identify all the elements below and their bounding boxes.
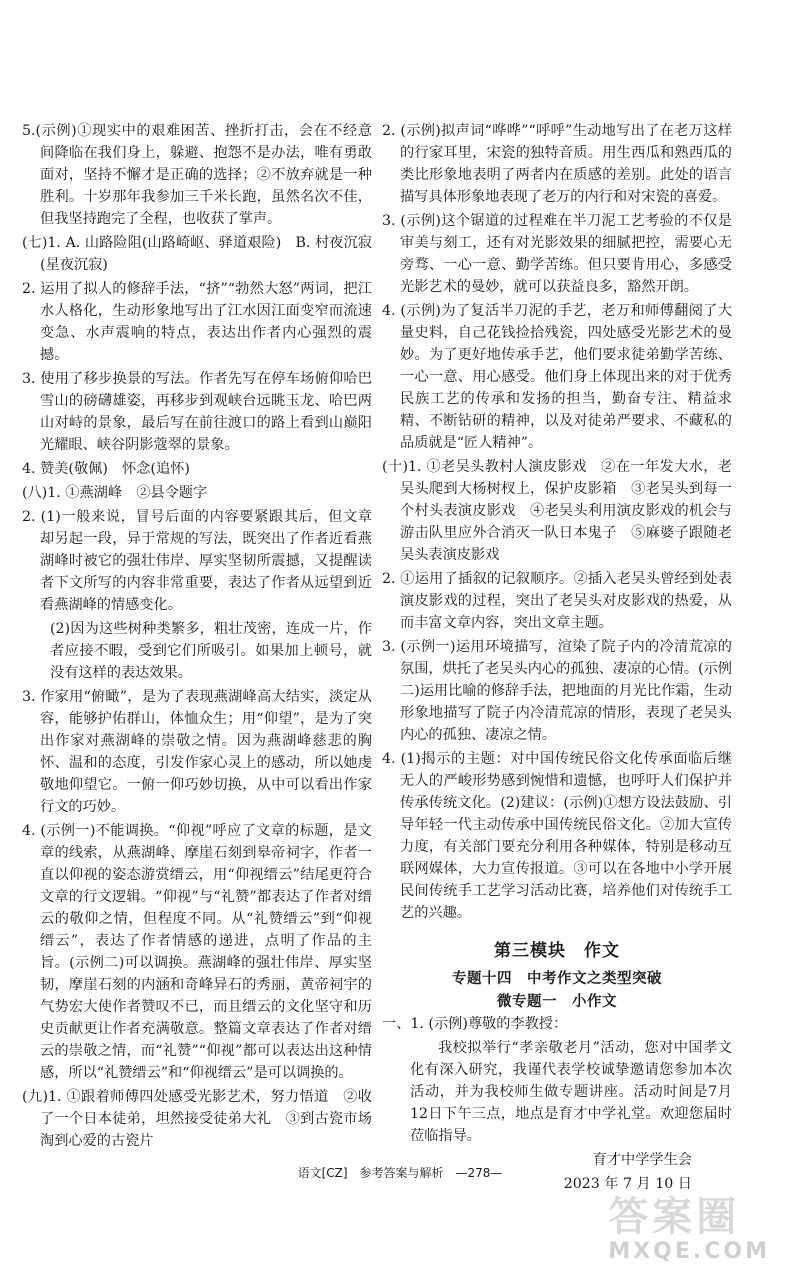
answer-item: 4. (1)揭示的主题：对中国传统民俗文化传承面临后继无人的严峻形势感到惋惜和遗憾，也呼吁人们保护并传承传统文化。(2)建议：(示例)①想方设法鼓励、引导年轻一代主动传承中国传统民俗文化。②加大宣传力度，有关部门要充分利用各种媒体，特别是移动互联网媒体，大力宣传报道。③可以在各地中小学开展民间传统手工艺学习活动比赛，培养他们对传统手工艺的兴趣。 — [382, 751, 732, 921]
answer-item: (七)1. A. 山路险阻(山路崎岖、驿道艰险) B. 村夜沉寂(星夜沉寂) — [22, 235, 372, 273]
answer-item: 3. (示例一)运用环境描写，渲染了院子内的冷清荒凉的氛围，烘托了老吴头内心的孤独、凄凉的心情。(示例二)运用比喻的修辞手法，把地面的月光比作霜，生动形象地描写了院子内冷清荒凉的情形，表现了老吴头内心的孤独、凄凉之情。 — [382, 639, 732, 743]
answer-item: 2. ①运用了插叙的记叙顺序。②插入老吴头曾经到处表演皮影戏的过程，突出了老吴头对皮影戏的热爱，从而丰富文章内容，突出文章主题。 — [382, 571, 732, 631]
answer-item: (八)1. ①燕湖峰 ②县令题字 — [22, 485, 208, 501]
letter-body: 我校拟举行“孝亲敬老月”活动，您对中国孝文化有深入研究，我谨代表学校诚挚邀请您参加本次活动，并为我校师生做专题讲座。活动时间是7月12日下午三点，地点是育才中学礼堂。欢迎您届时莅临指导。 — [410, 1040, 732, 1144]
right-column — [382, 120, 732, 1197]
watermark-logo — [608, 1195, 770, 1264]
answer-item: 2. (1)一般来说，冒号后面的内容要紧跟其后，但文章却另起一段，异于常规的写法，既突出了作者近看燕湖峰时被它的强壮伟岸、厚实坚韧所震撼，又提醒读者下文所写的内容非常重要，表达了作者从远望到近看燕湖峰的情感变化。 — [22, 509, 372, 613]
left-column — [22, 120, 372, 1154]
answer-item: 4. (示例一)不能调换。“仰视”呼应了文章的标题，是文章的线索，从燕湖峰、摩崖石刻到皋帝祠字，作者一直以仰视的姿态游赏缙云，用“仰视缙云”结尾更符合文章的行文逻辑。“仰视”与“礼赞”都表达了作者对缙云的敬仰之情，但程度不同。从“礼赞缙云”到“仰视缙云”，表达了作者情感的递进，点明了作品的主旨。(示例二)可以调换。燕湖峰的强壮伟岸、厚实坚韧，摩崖石刻的内涵和奇峰异石的秀丽，黄帝祠宇的气势宏大使作者赞叹不已，而且缙云的文化坚守和历史贡献更让作者充满敬意。整篇文章表达了作者对缙云的崇敬之情，而“礼赞”“仰视”都可以表达出这种情感，所以“礼赞缙云”和“仰视缙云”是可以调换的。 — [22, 823, 372, 1081]
answer-item: 4. 赞美(敬佩) 怀念(追怀) — [22, 461, 190, 477]
answer-item: 5.(示例)①现实中的艰难困苦、挫折打击，会在不经意间降临在我们身上，躲避、抱怨不是办法，唯有勇敢面对，坚持不懈才是正确的选择；②不放弃就是一种胜利。十岁那年我参加三千米长跑，虽然名次不佳，但我坚持跑完了全程，也收获了掌声。 — [22, 123, 372, 227]
letter-signer: 育才中学学生会 — [592, 1152, 692, 1168]
answer-item: 3. 使用了移步换景的写法。作者先写在停车场俯仰哈巴雪山的磅礴雄姿，再移步到观峡台远眺玉龙、哈巴两山对峙的景象，最后写在前往渡口的路上看到山巅阳光耀眼、峡谷阴影蔻翠的景象。 — [22, 371, 372, 453]
answer-item: 2. (示例)拟声词“哗哗”“呼呼”生动地写出了在老万这样的行家耳里，宋瓷的独特音质。用生西瓜和熟西瓜的类比形象地表明了两者内在质感的差别。此处的语言描写具体形象地表现了老万的内行和对宋瓷的喜爱。 — [382, 123, 732, 205]
answer-item: (2)因为这些树种类繁多，粗壮茂密，连成一片，作者应接不暇，受到它们所吸引。如果加上顿号，就没有这样的表达效果。 — [50, 621, 372, 681]
letter-date: 2023 年 7 月 10 日 — [563, 1176, 692, 1192]
answer-item: (十)1. ①老吴头教村人演皮影戏 ②在一年发大水，老吴头爬到大杨树杈上，保护皮影箱 ③老吴头到每一个村头表演皮影戏 ④老吴头利用演皮影戏的机会与游击队里应外合消灭一队日本鬼子 ⑤麻婆子跟随老吴头表演皮影戏 — [382, 459, 732, 563]
answer-item: 3. 作家用“俯瞰”，是为了表现燕湖峰高大结实，淡定从容，能够护佑群山，体恤众生；用“仰望”，是为了突出作家对燕湖峰的崇敬之情。因为燕湖峰慈悲的胸怀、温和的态度，引发作家心灵上的感动，所以她虔敬地仰望它。一俯一仰巧妙切换，从中可以看出作家行文的巧妙。 — [22, 689, 372, 815]
answer-item: (九)1. ①跟着师傅四处感受光影艺术，努力悟道 ②收了一个日本徒弟，坦然接受徒弟大礼 ③到古瓷市场淘到心爱的古瓷片 — [22, 1089, 372, 1149]
answer-item: 3. (示例)这个锯道的过程难在半刀泥工艺考验的不仅是审美与刻工，还有对光影效果的细腻把控，需要心无旁骛、一心一意、勤学苦练。但只要肯用心，多感受光影艺术的曼妙，就可以获益良多，豁然开朗。 — [382, 213, 732, 295]
answer-item: 4. (示例)为了复活半刀泥的手艺，老万和师傅翻阅了大量史料，自己花钱捡拾残瓷，四处感受光影艺术的曼妙。为了更好地传承手艺，他们要求徒弟勤学苦练、一心一意、用心感受。他们身上体现出来的对于优秀民族工艺的传承和发扬的担当，勤奋专注、精益求精、不断钻研的精神，以及对徒弟严要求、不藏私的品质就是“匠人精神”。 — [382, 303, 732, 451]
page-footer: 语文[CZ] 参考答案与解析 —278— — [297, 1166, 503, 1180]
sub-topic-title: 微专题一 小作文 — [497, 994, 617, 1010]
section-title: 第三模块 作文 — [494, 941, 620, 961]
answer-item: 2. 运用了拟人的修辞手法，“挤”“勃然大怒”两词，把江水人格化，生动形象地写出了江水因江面变窄而流速变急、水声震响的特点，表达出作者内心强烈的震撼。 — [22, 281, 372, 363]
letter-salutation: 一、1. (示例)尊敬的李教授： — [382, 1016, 568, 1032]
watermark-url: MXQE.COM — [608, 1239, 770, 1264]
topic-title: 专题十四 中考作文之类型突破 — [452, 971, 662, 987]
watermark-text: 答案圈 — [608, 1194, 741, 1240]
